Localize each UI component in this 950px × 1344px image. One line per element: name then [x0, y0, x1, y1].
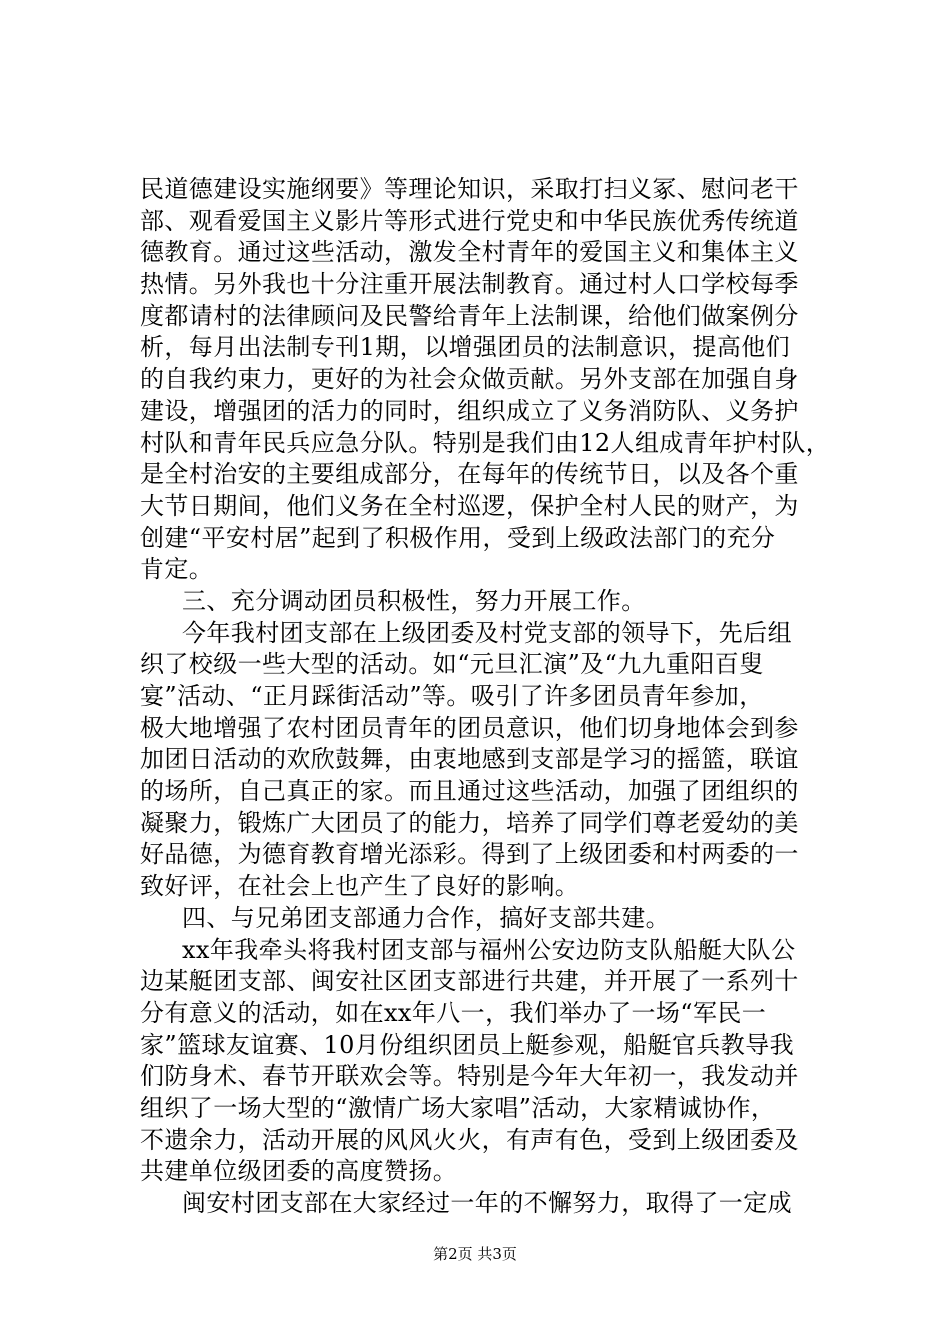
text-line: 创建“平安村居”起到了积极作用，受到上级政法部门的充分 [140, 523, 776, 552]
text-line: 织了校级一些大型的活动。如“元旦汇演”及“九九重阳百叟 [140, 650, 764, 679]
text-line: 们防身术、春节开联欢会等。特别是今年大年初一，我发动并 [140, 1062, 799, 1091]
text-line: 好品德，为德育教育增光添彩。得到了上级团委和村两委的一 [140, 840, 799, 869]
page-number-label: 第2页 共3页 [433, 1245, 517, 1263]
text-line: 部、观看爱国主义影片等形式进行党史和中华民族优秀传统道 [140, 206, 799, 235]
text-line: 致好评，在社会上也产生了良好的影响。 [140, 872, 580, 901]
text-line: 的场所，自己真正的家。而且通过这些活动，加强了团组织的 [140, 777, 799, 806]
text-line: 极大地增强了农村团员青年的团员意识，他们切身地体会到参 [140, 713, 799, 742]
text-line: 凝聚力，锻炼广大团员了的能力，培养了同学们尊老爱幼的美 [140, 808, 799, 837]
text-line: 四、与兄弟团支部通力合作，搞好支部共建。 [182, 903, 670, 932]
text-line: 大节日期间，他们义务在全村巡逻，保护全村人民的财产，为 [140, 491, 799, 520]
text-line: 德教育。通过这些活动，激发全村青年的爱国主义和集体主义 [140, 238, 799, 267]
text-line: 热情。另外我也十分注重开展法制教育。通过村人口学校每季 [140, 270, 799, 299]
document-body [140, 174, 830, 1220]
text-line: 今年我村团支部在上级团委及村党支部的领导下，先后组 [182, 618, 792, 647]
text-line: 三、充分调动团员积极性，努力开展工作。 [182, 586, 646, 615]
text-line: 村队和青年民兵应急分队。特别是我们由12人组成青年护村队， [140, 428, 831, 457]
text-line: 不遗余力，活动开展的风风火火，有声有色，受到上级团委及 [140, 1125, 799, 1154]
text-line: 度都请村的法律顾问及民警给青年上法制课，给他们做案例分 [140, 301, 799, 330]
text-line: 闽安村团支部在大家经过一年的不懈努力，取得了一定成 [182, 1189, 792, 1217]
text-line: 宴”活动、“正月踩街活动”等。吸引了许多团员青年参加， [140, 682, 764, 710]
text-line: 肯定。 [140, 555, 214, 584]
text-line: 共建单位级团委的高度赞扬。 [140, 1157, 458, 1186]
text-line: 析，每月出法制专刊1期，以增强团员的法制意识，提高他们 [140, 333, 791, 362]
text-line: 组织了一场大型的“激情广场大家唱”活动，大家精诚协作， [140, 1093, 776, 1122]
text-line: 分有意义的活动，如在xx年八一，我们举办了一场“军民一 [140, 998, 767, 1027]
text-line: 的自我约束力，更好的为社会众做贡献。另外支部在加强自身 [140, 365, 799, 394]
text-line: 家”篮球友谊赛、10月份组织团员上艇参观，船艇官兵教导我 [140, 1030, 795, 1059]
text-line: 建设，增强团的活力的同时，组织成立了义务消防队、义务护 [140, 396, 799, 425]
text-line: 民道德建设实施纲要》等理论知识，采取打扫义冢、慰问老干 [140, 175, 799, 203]
text-line: 是全村治安的主要组成部分，在每年的传统节日，以及各个重 [140, 460, 799, 489]
page-footer [0, 1244, 950, 1264]
text-line: xx年我牵头将我村团支部与福州公安边防支队船艇大队公 [182, 935, 796, 964]
text-line: 边某艇团支部、闽安社区团支部进行共建，并开展了一系列十 [140, 967, 799, 996]
text-line: 加团日活动的欢欣鼓舞，由衷地感到支部是学习的摇篮，联谊 [140, 745, 799, 774]
